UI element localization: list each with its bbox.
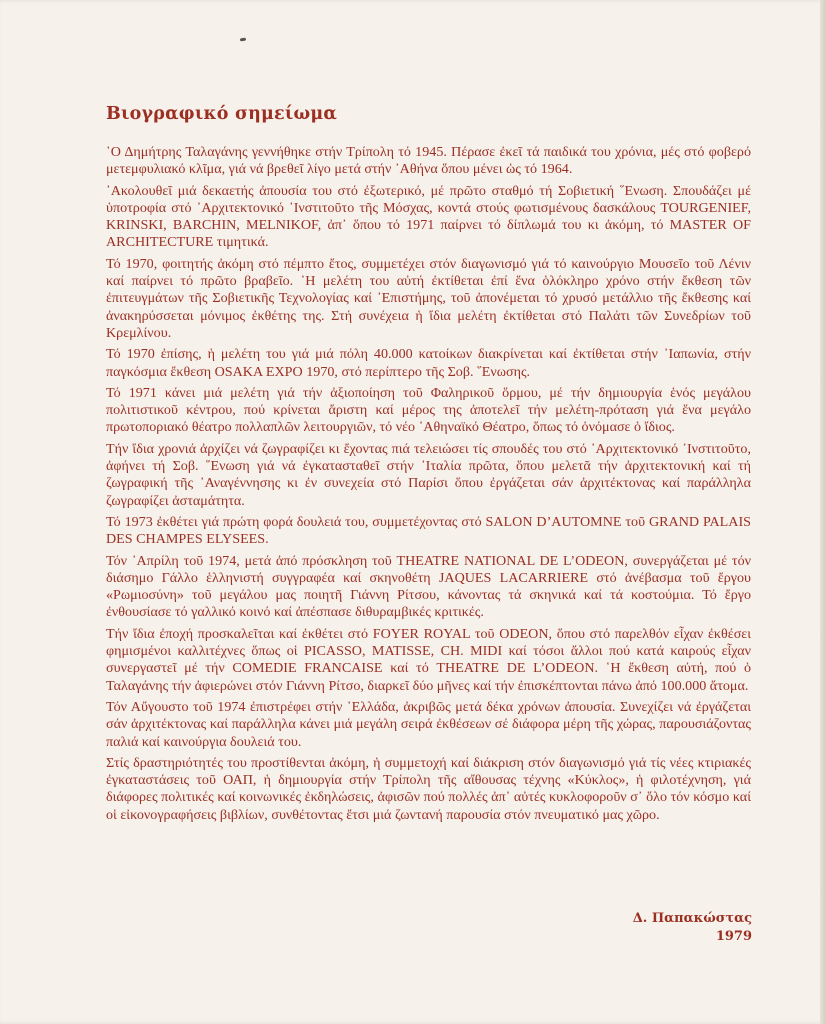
paragraph-8: Τόν ᾿Απρίλη τοῦ 1974, μετά ἀπό πρόσκληση τοῦ THEATRE NATIONAL DE L’ODEON, συνεργάζεται μέ τόν διάσημο Γάλλο ἑλληνιστή συγγραφέα καί σκηνοθέτη JAQUES LACARRIERE στό ἀνέβασμα τοῦ ἔργου «Ρωμιοσύνη» τοῦ μεγάλου μας ποιητῆ Γιάννη Ρίτσου, κάνοντας τά σκηνικά καί τά κοστούμια. Τό ἔργο ἐνθουσίασε τό γαλλικό κοινό καί ἀπέσπασε διθυραμβικές κριτικές. bbox=[106, 552, 751, 621]
paragraph-10: Τόν Αὔγουστο τοῦ 1974 ἐπιστρέφει στήν ῾Ελλάδα, ἀκριβῶς μετά δέκα χρόνων ἀπουσία. Συνεχίζει νά ἐργάζεται σάν ἀρχιτέκτονας καί παράλληλα κάνει μιά μεγάλη σειρά ἐκθέσεων σέ διάφορα μέρη τῆς χώρας, παρουσιάζοντας παλιά καί καινούργια δουλειά του. bbox=[106, 698, 751, 750]
signature-block bbox=[633, 910, 752, 946]
paragraph-9: Τήν ἴδια ἐποχή προσκαλεῖται καί ἐκθέτει στό FOYER ROYAL τοῦ ODEON, ὅπου στό παρελθόν εἶχαν ἐκθέσει φημισμένοι καλλιτέχνες ὅπως οἱ PICASSO, MATISSE, CH. MIDI καί τόσοι ἄλλοι πού κατά καιρούς εἶχαν συνεργαστεῖ μέ τήν COMEDIE FRANCAISE καί τό THEATRE DE L’ODEON. ῾Η ἔκθεση αὐτή, πού ὁ Ταλαγάνης τήν ἀφιερώνει στόν Γιάννη Ρίτσο, διαρκεῖ δύο μῆνες καί τήν ἐπισκέπτονται πάνω ἀπό 100.000 ἄτομα. bbox=[106, 625, 751, 694]
paragraph-4: Τό 1970 ἐπίσης, ἡ μελέτη του γιά μιά πόλη 40.000 κατοίκων διακρίνεται καί ἐκτίθεται στήν ᾿Ιαπωνία, στήν παγκόσμια ἔκθεση OSAKA EXPO 1970, στό περίπτερο τῆς Σοβ. ῞Ενωσης. bbox=[106, 346, 751, 380]
paper-speck bbox=[240, 38, 246, 42]
document-title: Βιογραφικό σημείωμα bbox=[106, 104, 338, 124]
signature-year: 1979 bbox=[715, 929, 752, 944]
paragraph-1: ῾Ο Δημήτρης Ταλαγάνης γεννήθηκε στήν Τρίπολη τό 1945. Πέρασε ἐκεῖ τά παιδικά του χρόνια, μές στό φοβερό μετεμφυλιακό κλῖμα, γιά νά βρεθεῖ λίγο μετά στήν ᾿Αθήνα ὅπου μένει ὡς τό 1964. bbox=[106, 144, 751, 178]
paragraph-2: ᾿Ακολουθεῖ μιά δεκαετής ἀπουσία του στό ἐξωτερικό, μέ πρῶτο σταθμό τή Σοβιετική ῞Ενωση. Σπουδάζει μέ ὑποτροφία στό ᾿Αρχιτεκτονικό ᾿Ινστιτοῦτο τῆς Μόσχας, κοντά στούς φωτισμένους δασκάλους TOURGENIEF, KRINSKI, BARCHIN, MELNIKOF, ἀπ᾿ ὅπου τό 1971 παίρνει τό δίπλωμά του κι ἀκόμη, τό MASTER OF ARCHITECTURE τιμητικά. bbox=[106, 182, 751, 251]
paragraph-5: Τό 1971 κάνει μιά μελέτη γιά τήν ἀξιοποίηση τοῦ Φαληρικοῦ ὅρμου, μέ τήν δημιουργία ἑνός μεγάλου πολιτιστικοῦ κέντρου, πού κρίνεται ἄριστη καί μέρος της ἀποτελεῖ τήν μελέτη-πρόταση γιά ἕνα μεγάλο πρωτοποριακό θέατρο πολλαπλῶν λειτουργιῶν, τό νέο ᾿Αθηναϊκό Θέατρο, ὅπως τό ὀνόμασε ὁ ἴδιος. bbox=[106, 384, 751, 436]
author-name: Δ. Παπακώστας bbox=[632, 911, 752, 926]
paragraph-7: Τό 1973 ἐκθέτει γιά πρώτη φορά δουλειά του, συμμετέχοντας στό SALON D’AUTOMNE τοῦ GRAND PALAIS DES CHAMPES ELYSEES. bbox=[106, 513, 751, 548]
paragraph-6: Τήν ἴδια χρονιά ἀρχίζει νά ζωγραφίζει κι ἔχοντας πιά τελειώσει τίς σπουδές του στό ᾿Αρχιτεκτονικό ᾿Ινστιτοῦτο, ἀφήνει τή Σοβ. ῞Ενωση γιά νά ἐγκατασταθεῖ στήν ᾿Ιταλία πρῶτα, ὅπου μελετᾶ τήν ἀρχιτεκτονική καί τή ζωγραφική τῆς ᾿Αναγέννησης κι ἐν συνεχεία στό Παρίσι ὅπου ἐργάζεται σάν ἀρχιτέκτονας καί παράλληλα ζωγραφίζει ἀσταμάτητα. bbox=[106, 440, 751, 509]
page-edge bbox=[820, 0, 826, 1024]
document-body bbox=[106, 144, 751, 828]
paragraph-3: Τό 1970, φοιτητής ἀκόμη στό πέμπτο ἔτος, συμμετέχει στόν διαγωνισμό γιά τό καινούργιο Μουσεῖο τοῦ Λένιν καί παίρνει τό πρῶτο βραβεῖο. ῾Η μελέτη του αὐτή ἐκτίθεται ἐπί ἕνα ὁλόκληρο χρόνο στήν ἔκθεση τῶν ἐπιτευγμάτων τῆς Σοβιετικῆς Τεχνολογίας καί ᾿Επιστήμης, τοῦ ἀπονέμεται τό χρυσό μετάλλιο τῆς ἔκθεσης καί ἀνακηρύσσεται μόνιμος ἐκθέτης της. Στή συνέχεια ἡ ἴδια μελέτη ἐκτίθεται στό Παλάτι τῶν Συνεδρίων τοῦ Κρεμλίνου. bbox=[106, 255, 751, 341]
paragraph-11: Στίς δραστηριότητές του προστίθενται ἀκόμη, ἡ συμμετοχή καί διάκριση στόν διαγωνισμό γιά τίς νέες κτιριακές ἐγκαταστάσεις τοῦ ΟΑΠ, ἡ δημιουργία στήν Τρίπολη τῆς αἴθουσας τέχνης «Κύκλος», ἡ φιλοτέχνηση, γιά διάφορες πολιτικές καί κοινωνικές ἐκδηλώσεις, ἀφισῶν πού πολλές ἀπ᾿ αὐτές κυκλοφοροῦν σ᾿ ὅλο τόν κόσμο καί οἱ εἰκονογραφήσεις βιβλίων, συνθέτοντας ἔτσι μιά ζωντανή παρουσία στόν πνευματικό μας χῶρο. bbox=[106, 754, 751, 823]
